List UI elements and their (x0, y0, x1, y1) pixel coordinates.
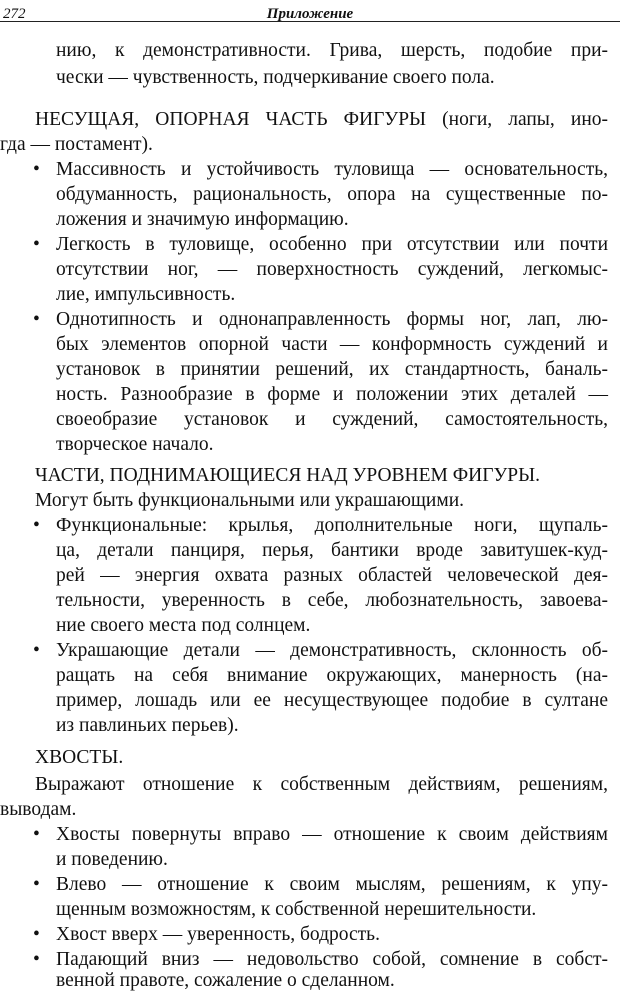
bullet-marker: • (33, 949, 40, 970)
list-item-line: своеобразие установок и суждений, самостоятельность, (56, 409, 608, 430)
page-number: 272 (3, 6, 26, 22)
list-item-line: Украшающие детали — демонстративность, склонность об- (56, 640, 608, 661)
running-title: Приложение (266, 6, 354, 22)
list-item-line: Однотипность и однонаправленность формы ног, лап, лю- (56, 309, 608, 330)
section-lead: Выражают отношение к собственным действиям, решениям, (35, 774, 608, 795)
list-item-line: ращать на себя внимание окружающих, манерность (на- (56, 665, 608, 686)
page-header (0, 0, 620, 24)
intro-line: нию, к демонстративности. Грива, шерсть, подобие при- (56, 40, 608, 61)
bullet-marker: • (33, 159, 40, 180)
list-item-line: ложения и значимую информацию. (56, 209, 349, 230)
list-item-line: Массивность и устойчивость туловища — основательность, (56, 159, 608, 180)
list-item-line: Хвост вверх — уверенность, бодрость. (56, 924, 380, 945)
list-item-line: Влево — отношение к своим мыслям, решениям, к упу- (56, 874, 608, 895)
list-item-line: Функциональные: крылья, дополнительные ноги, щупаль- (56, 515, 608, 536)
list-item-line: отсутствии ног, — поверхностность суждений, легкомыс- (56, 259, 608, 280)
bullet-marker: • (33, 924, 40, 945)
bullet-marker: • (33, 874, 40, 895)
list-item-line: бых элементов опорной части — конформность суждений и (56, 334, 608, 355)
list-item-line: установок в принятии решений, их стандартность, баналь- (56, 359, 608, 380)
section-heading: ХВОСТЫ. (35, 747, 124, 768)
bullet-marker: • (33, 640, 40, 661)
section-heading-continuation: гда — постамент). (0, 134, 153, 155)
list-item-line: ние своего места под солнцем. (56, 615, 311, 636)
section-heading (35, 107, 608, 132)
list-item-line: ность. Разнообразие в форме и положении этих деталей — (56, 384, 608, 405)
header-rule (0, 21, 620, 22)
list-item-line: обдуманность, рациональность, опора на существенные по- (56, 184, 608, 205)
list-item-line: венной правоте, сожаление о сделанном. (56, 970, 395, 991)
section-heading-tail: (ноги, лапы, ино- (426, 109, 608, 130)
list-item-line: из павлиньих перьев). (56, 715, 239, 736)
list-item-line: Легкость в туловище, особенно при отсутствии или почти (56, 234, 608, 255)
list-item-line: Падающий вниз — недовольство собой, сомнение в собст- (56, 949, 608, 970)
section-lead-continuation: выводам. (0, 799, 77, 820)
section-heading-caps: НЕСУЩАЯ, ОПОРНАЯ ЧАСТЬ ФИГУРЫ (35, 109, 427, 130)
bullet-marker: • (33, 234, 40, 255)
list-item-line: щенным возможностям, к собственной нерешительности. (56, 899, 537, 920)
list-item-line: Хвосты повернуты вправо — отношение к своим действиям (56, 824, 608, 845)
list-item-line: творческое начало. (56, 434, 214, 455)
section-heading: ЧАСТИ, ПОДНИМАЮЩИЕСЯ НАД УРОВНЕМ ФИГУРЫ. (35, 465, 541, 486)
intro-line: чески — чувственность, подчеркивание своего пола. (56, 67, 495, 88)
bullet-marker: • (33, 824, 40, 845)
list-item-line: и поведению. (56, 849, 168, 870)
list-item-line: тельности, уверенность в себе, любознательность, завоева- (56, 590, 608, 611)
section-lead: Могут быть функциональными или украшающими. (35, 490, 465, 511)
list-item-line: лие, импульсивность. (56, 284, 236, 305)
list-item-line: пример, лошадь или ее несуществующее подобие в султане (56, 690, 608, 711)
list-item-line: рей — энергия охвата разных областей человеческой дея- (56, 565, 608, 586)
list-item-line: ца, детали панциря, перья, бантики вроде завитушек-куд- (56, 540, 608, 561)
bullet-marker: • (33, 309, 40, 330)
bullet-marker: • (33, 515, 40, 536)
